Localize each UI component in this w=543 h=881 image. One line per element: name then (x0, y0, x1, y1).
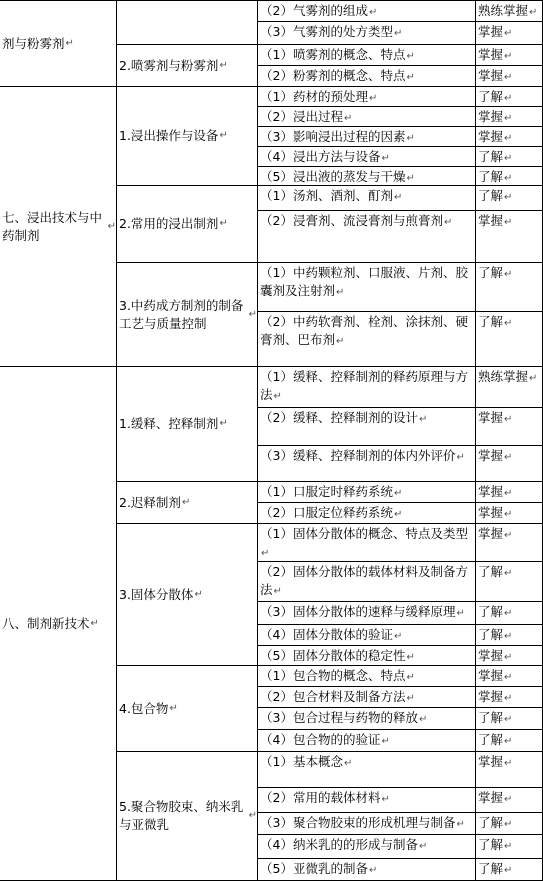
paragraph-mark: ↵ (504, 113, 513, 124)
item-text: （5）浸出液的蒸发与干燥 (260, 169, 406, 184)
paragraph-mark: ↵ (504, 608, 513, 619)
paragraph-mark: ↵ (504, 414, 513, 425)
paragraph-mark: ↵ (393, 28, 403, 39)
paragraph-mark: ↵ (504, 318, 513, 329)
paragraph-mark: ↵ (529, 7, 538, 18)
item-text: （1）包合物的概念、特点 (260, 668, 406, 683)
level-cell (476, 107, 543, 127)
item-text: （1）基本概念 (260, 754, 343, 769)
item-text: （1）固体分散体的概念、特点及类型 (260, 526, 468, 541)
level-text: 了解 (478, 149, 504, 164)
item-text: （2）浸膏剂、流浸膏剂与煎膏剂 (260, 213, 443, 228)
level-cell (476, 211, 543, 263)
paragraph-mark: ↵ (504, 153, 513, 164)
item-cell (258, 788, 476, 813)
paragraph-mark: ↵ (406, 51, 415, 62)
paragraph-mark: ↵ (504, 736, 513, 747)
level-text: 了解 (478, 837, 504, 852)
paragraph-mark: ↵ (504, 173, 513, 184)
paragraph-mark: ↵ (406, 173, 415, 184)
paragraph-mark: ↵ (393, 488, 403, 499)
level-cell (476, 524, 543, 562)
item-text: （4）纳米乳的的形成与制备 (260, 837, 418, 852)
level-text: 了解 (478, 169, 504, 184)
item-text: （5）亚微乳的制备 (260, 861, 368, 876)
level-text: 了解 (478, 564, 504, 579)
level-cell (476, 167, 543, 186)
item-text: （4）浸出方法与设备 (260, 149, 381, 164)
item-text: （1）药材的预处理 (260, 89, 368, 104)
item-text: （5）固体分散体的稳定性 (260, 648, 406, 663)
level-text: 了解 (478, 188, 504, 203)
level-cell (476, 859, 543, 881)
level-text: 熟练掌握 (478, 369, 529, 384)
paragraph-mark: ↵ (219, 59, 228, 71)
level-cell (476, 835, 543, 859)
paragraph-mark: ↵ (219, 418, 228, 429)
subunit-title: 4.包合物 (119, 700, 169, 716)
level-text: 掌握 (478, 754, 504, 769)
unit-cell (0, 367, 117, 881)
paragraph-mark: ↵ (504, 133, 513, 144)
paragraph-mark: ↵ (169, 702, 178, 714)
paragraph-mark: ↵ (504, 530, 513, 541)
item-cell (258, 602, 476, 625)
paragraph-mark: ↵ (504, 841, 513, 852)
item-text: （2）口服定位释药系统 (260, 505, 393, 520)
paragraph-mark: ↵ (261, 548, 270, 559)
paragraph-mark: ↵ (368, 865, 378, 876)
item-text: （1）汤剂、酒剂、酊剂 (260, 188, 393, 203)
paragraph-mark: ↵ (406, 652, 415, 663)
level-cell (476, 788, 543, 813)
level-text: 了解 (478, 89, 504, 104)
paragraph-mark: ↵ (107, 220, 116, 232)
level-cell (476, 503, 543, 524)
paragraph-mark: ↵ (456, 608, 465, 619)
item-text: （4）固体分散体的验证 (260, 627, 393, 642)
paragraph-mark: ↵ (504, 758, 513, 769)
item-text: （3）固体分散体的速释与缓释原理 (260, 604, 456, 619)
item-cell (258, 107, 476, 127)
level-cell (476, 708, 543, 730)
level-cell (476, 367, 543, 408)
level-text: 了解 (478, 861, 504, 876)
paragraph-mark: ↵ (219, 130, 228, 141)
paragraph-mark: ↵ (248, 810, 257, 821)
level-cell (476, 813, 543, 835)
level-cell (476, 408, 543, 446)
level-text: 了解 (478, 265, 504, 280)
unit-title: 七、浸出技术与中药制剂 (2, 209, 103, 243)
item-text: （2）粉雾剂的概念、特点 (260, 68, 406, 83)
paragraph-mark: ↵ (343, 113, 353, 124)
paragraph-mark: ↵ (456, 819, 465, 830)
level-text: 掌握 (478, 410, 504, 425)
paragraph-mark: ↵ (504, 819, 513, 830)
level-text: 掌握 (478, 109, 504, 124)
paragraph-mark: ↵ (504, 794, 513, 805)
item-cell (258, 408, 476, 446)
level-text: 了解 (478, 710, 504, 725)
item-cell (258, 211, 476, 263)
item-cell (258, 127, 476, 147)
level-text: 掌握 (478, 689, 504, 704)
level-cell (476, 45, 543, 66)
paragraph-mark: ↵ (418, 414, 428, 425)
subunit-title: 2.常用的浸出制剂 (119, 216, 219, 231)
level-text: 掌握 (478, 505, 504, 520)
subunit-cell (117, 524, 258, 666)
level-cell (476, 646, 543, 666)
paragraph-mark: ↵ (504, 269, 513, 280)
unit-cell (0, 87, 117, 367)
paragraph-mark: ↵ (504, 865, 513, 876)
paragraph-mark: ↵ (418, 841, 428, 852)
item-cell (258, 687, 476, 708)
item-cell (258, 0, 476, 22)
level-text: 了解 (478, 604, 504, 619)
paragraph-mark: ↵ (393, 192, 403, 203)
paragraph-mark: ↵ (504, 509, 513, 520)
level-text: 熟练掌握 (478, 3, 529, 18)
item-cell (258, 87, 476, 107)
level-cell (476, 66, 543, 87)
level-cell (476, 562, 543, 602)
subunit-cell (117, 666, 258, 752)
paragraph-mark: ↵ (406, 672, 415, 683)
paragraph-mark: ↵ (194, 588, 203, 600)
item-cell (258, 22, 476, 45)
paragraph-mark: ↵ (504, 693, 513, 704)
subunit-cell (117, 0, 258, 45)
paragraph-mark: ↵ (273, 586, 282, 597)
level-cell (476, 312, 543, 367)
level-cell (476, 446, 543, 482)
unit-title: 剂与粉雾剂 (2, 35, 65, 51)
item-text: （2）固体分散体的载体材料及制备方法 (260, 564, 468, 597)
level-text: 掌握 (478, 47, 504, 62)
paragraph-mark: ↵ (368, 93, 378, 104)
item-cell (258, 752, 476, 788)
item-cell (258, 835, 476, 859)
paragraph-mark: ↵ (90, 617, 99, 629)
item-text: （4）包合物的的验证 (260, 732, 381, 747)
item-text: （3）缓释、控释制剂的体内外评价 (260, 448, 456, 463)
level-text: 掌握 (478, 668, 504, 683)
level-text: 掌握 (478, 526, 504, 541)
subunit-title: 1.缓释、控释制剂 (119, 416, 219, 431)
item-text: （2）常用的载体材料 (260, 790, 381, 805)
subunit-cell (117, 367, 258, 482)
item-cell (258, 708, 476, 730)
paragraph-mark: ↵ (418, 714, 428, 725)
paragraph-mark: ↵ (368, 7, 378, 18)
subunit-cell (117, 263, 258, 367)
paragraph-mark: ↵ (504, 192, 513, 203)
item-text: （1）口服定时释药系统 (260, 484, 393, 499)
level-cell (476, 22, 543, 45)
level-cell (476, 625, 543, 646)
paragraph-mark: ↵ (381, 794, 390, 805)
paragraph-mark: ↵ (504, 672, 513, 683)
level-text: 掌握 (478, 484, 504, 499)
paragraph-mark: ↵ (504, 652, 513, 663)
item-text: （3）聚合物胶束的形成机理与制备 (260, 815, 456, 830)
paragraph-mark: ↵ (181, 496, 191, 508)
subunit-cell (117, 752, 258, 881)
paragraph-mark: ↵ (219, 218, 228, 229)
level-cell (476, 127, 543, 147)
item-cell (258, 730, 476, 752)
item-text: （3）影响浸出过程的因素 (260, 129, 406, 144)
paragraph-mark: ↵ (456, 452, 465, 463)
level-text: 掌握 (478, 648, 504, 663)
level-cell (476, 687, 543, 708)
item-cell (258, 482, 476, 503)
paragraph-mark: ↵ (504, 568, 513, 579)
paragraph-mark: ↵ (504, 217, 513, 228)
item-cell (258, 666, 476, 687)
item-text: （1）中药颗粒剂、口服液、片剂、胶囊剂及注射剂 (260, 265, 468, 298)
paragraph-mark: ↵ (381, 736, 390, 747)
level-text: 掌握 (478, 448, 504, 463)
item-text: （2）中药软膏剂、栓剂、涂抹剂、硬膏剂、巴布剂 (260, 314, 468, 347)
paragraph-mark: ↵ (343, 758, 353, 769)
subunit-title: 2.迟释制剂 (119, 494, 181, 510)
paragraph-mark: ↵ (65, 37, 74, 49)
subunit-cell (117, 482, 258, 524)
level-cell (476, 482, 543, 503)
item-text: （3）包合过程与药物的释放 (260, 710, 418, 725)
paragraph-mark: ↵ (381, 153, 390, 164)
level-text: 了解 (478, 815, 504, 830)
level-cell (476, 87, 543, 107)
item-text: （2）气雾剂的组成 (260, 3, 368, 18)
level-cell (476, 186, 543, 211)
item-cell (258, 263, 476, 312)
item-cell (258, 813, 476, 835)
level-cell (476, 752, 543, 788)
paragraph-mark: ↵ (504, 93, 513, 104)
subunit-title: 3.中药成方制剂的制备工艺与质量控制 (119, 297, 244, 331)
subunit-title: 2.喷雾剂与粉雾剂 (119, 57, 219, 73)
level-cell (476, 602, 543, 625)
unit-cell (0, 0, 117, 87)
item-text: （2）包合材料及制备方法 (260, 689, 406, 704)
subunit-cell (117, 186, 258, 263)
paragraph-mark: ↵ (406, 72, 415, 83)
item-cell (258, 186, 476, 211)
paragraph-mark: ↵ (393, 631, 403, 642)
paragraph-mark: ↵ (529, 373, 538, 384)
paragraph-mark: ↵ (504, 72, 513, 83)
item-text: （2）缓释、控释制剂的设计 (260, 410, 418, 425)
paragraph-mark: ↵ (406, 133, 415, 144)
item-cell (258, 859, 476, 881)
item-cell (258, 147, 476, 167)
level-cell (476, 666, 543, 687)
item-cell (258, 646, 476, 666)
paragraph-mark: ↵ (504, 28, 513, 39)
subunit-title: 1.浸出操作与设备 (119, 128, 219, 143)
item-text: （1）缓释、控释制剂的释药原理与方法 (260, 369, 468, 402)
paragraph-mark: ↵ (273, 391, 282, 402)
subunit-cell (117, 45, 258, 87)
item-cell (258, 562, 476, 602)
paragraph-mark: ↵ (443, 217, 453, 228)
paragraph-mark: ↵ (504, 714, 513, 725)
level-text: 掌握 (478, 213, 504, 228)
item-cell (258, 625, 476, 646)
paragraph-mark: ↵ (504, 51, 513, 62)
subunit-title: 3.固体分散体 (119, 586, 194, 602)
level-text: 掌握 (478, 68, 504, 83)
paragraph-mark: ↵ (336, 336, 345, 347)
paragraph-mark: ↵ (406, 693, 415, 704)
item-cell (258, 446, 476, 482)
item-cell (258, 312, 476, 367)
item-cell (258, 503, 476, 524)
level-text: 了解 (478, 732, 504, 747)
item-cell (258, 66, 476, 87)
level-cell (476, 147, 543, 167)
level-text: 了解 (478, 627, 504, 642)
level-text: 了解 (478, 314, 504, 329)
paragraph-mark: ↵ (393, 509, 403, 520)
item-text: （2）浸出过程 (260, 109, 343, 124)
paragraph-mark: ↵ (504, 631, 513, 642)
subunit-cell (117, 87, 258, 186)
level-cell (476, 263, 543, 312)
level-text: 掌握 (478, 129, 504, 144)
level-cell (476, 0, 543, 22)
item-text: （1）喷雾剂的概念、特点 (260, 47, 406, 62)
paragraph-mark: ↵ (504, 488, 513, 499)
item-cell (258, 367, 476, 408)
level-cell (476, 730, 543, 752)
paragraph-mark: ↵ (248, 308, 257, 320)
item-cell (258, 45, 476, 66)
paragraph-mark: ↵ (504, 452, 513, 463)
subunit-title: 5.聚合物胶束、纳米乳与亚微乳 (119, 799, 244, 832)
item-cell (258, 524, 476, 562)
paragraph-mark: ↵ (336, 287, 345, 298)
level-text: 掌握 (478, 24, 504, 39)
unit-title: 八、制剂新技术 (2, 615, 90, 631)
item-cell (258, 167, 476, 186)
item-text: （3）气雾剂的处方类型 (260, 24, 393, 39)
level-text: 掌握 (478, 790, 504, 805)
